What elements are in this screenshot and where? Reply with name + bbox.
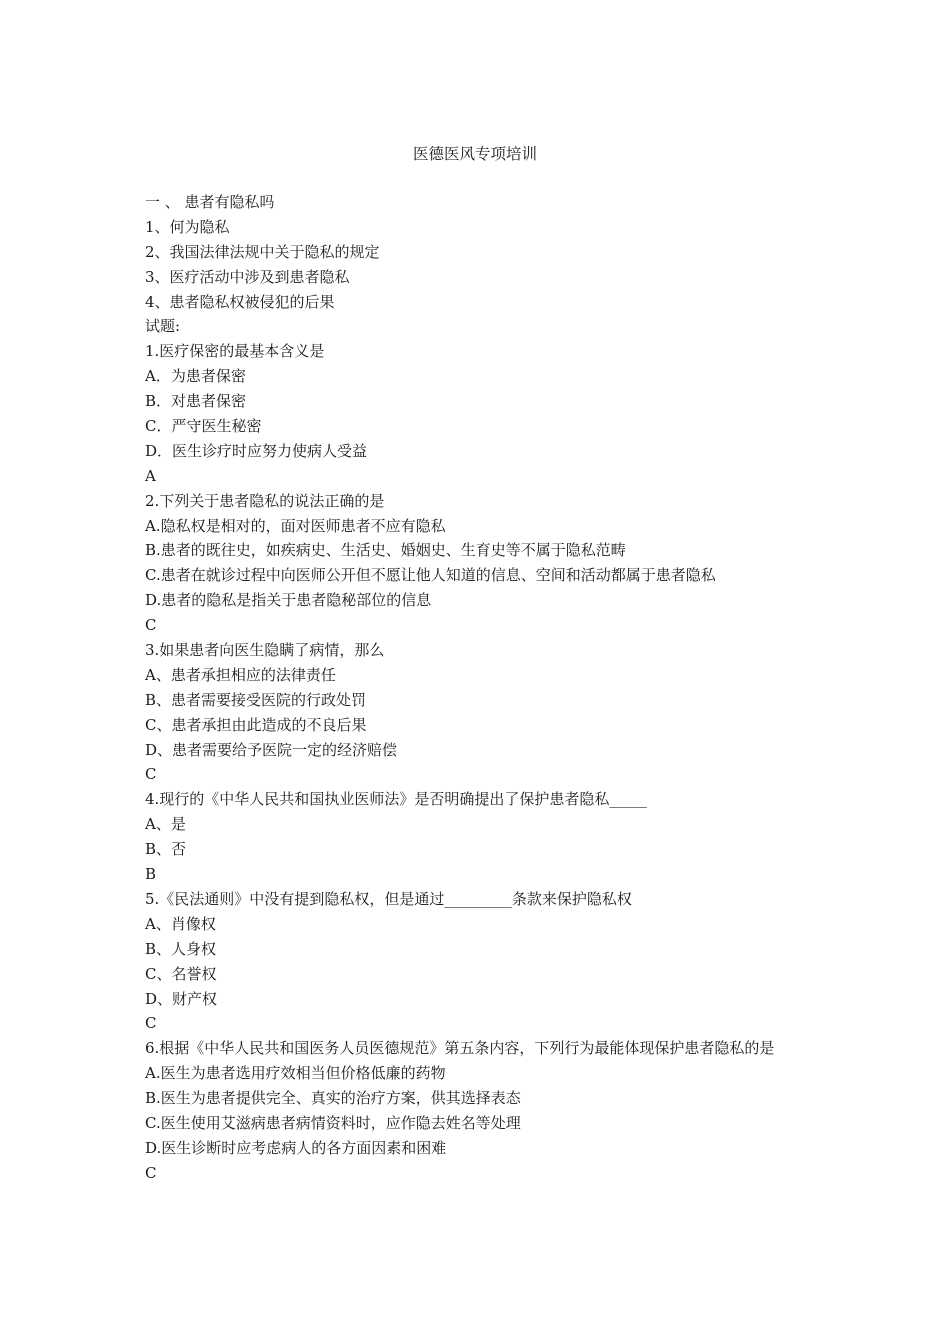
question-answer: C	[145, 1014, 157, 1033]
outline-item: 1、何为隐私	[145, 217, 230, 236]
document-body	[145, 190, 825, 1186]
question-block	[145, 339, 825, 488]
question-option: A.隐私权是相对的，面对医师患者不应有隐私	[145, 516, 446, 535]
question-option: B、否	[145, 840, 187, 859]
question-block	[145, 489, 825, 638]
question-answer: C	[145, 1163, 157, 1182]
question-answer: C	[145, 765, 157, 784]
outline-item: 4、患者隐私权被侵犯的后果	[145, 292, 335, 311]
question-option: B．对患者保密	[145, 392, 247, 411]
question-block	[145, 887, 825, 1036]
document-title: 医德医风专项培训	[412, 145, 537, 163]
question-block	[145, 638, 825, 787]
question-stem: 3.如果患者向医生隐瞒了病情，那么	[145, 641, 385, 660]
question-stem: 6.根据《中华人民共和国医务人员医德规范》第五条内容，下列行为最能体现保护患者隐私的是	[145, 1039, 775, 1058]
question-stem: 5.《民法通则》中没有提到隐私权，但是通过_________条款来保护隐私权	[145, 889, 632, 908]
question-option: C.患者在就诊过程中向医师公开但不愿让他人知道的信息、空间和活动都属于患者隐私	[145, 566, 716, 585]
question-stem: 1.医疗保密的最基本含义是	[145, 342, 325, 361]
question-answer: C	[145, 616, 157, 635]
question-option: A．为患者保密	[145, 367, 246, 386]
question-option: A.医生为患者选用疗效相当但价格低廉的药物	[145, 1064, 446, 1083]
question-option: D、患者需要给予医院一定的经济赔偿	[145, 740, 398, 759]
question-option: A、是	[145, 815, 186, 834]
question-option: A、肖像权	[145, 914, 216, 933]
outline-item: 2、我国法律法规中关于隐私的规定	[145, 242, 380, 261]
question-option: B、患者需要接受医院的行政处罚	[145, 690, 367, 709]
question-option: C、名誉权	[145, 964, 217, 983]
question-option: B.医生为患者提供完全、真实的治疗方案，供其选择表态	[145, 1089, 521, 1108]
question-stem: 2.下列关于患者隐私的说法正确的是	[145, 491, 385, 510]
question-option: A、患者承担相应的法律责任	[145, 665, 336, 684]
question-option: D.医生诊断时应考虑病人的各方面因素和困难	[145, 1138, 447, 1157]
question-option: D、财产权	[145, 989, 218, 1008]
outline-list	[145, 215, 825, 315]
outline-item: 3、医疗活动中涉及到患者隐私	[145, 267, 350, 286]
question-option: C、患者承担由此造成的不良后果	[145, 715, 367, 734]
question-option: B、人身权	[145, 939, 217, 958]
section-heading: 一 、 患者有隐私吗	[145, 193, 275, 211]
question-answer: A	[145, 466, 156, 485]
exam-label: 试题:	[145, 317, 181, 336]
question-block	[145, 787, 825, 887]
question-option: C.医生使用艾滋病患者病情资料时，应作隐去姓名等处理	[145, 1113, 521, 1132]
question-answer: B	[145, 865, 157, 884]
question-stem: 4.现行的《中华人民共和国执业医师法》是否明确提出了保护患者隐私_____	[145, 790, 647, 809]
question-option: C．严守医生秘密	[145, 417, 262, 436]
question-block	[145, 1036, 825, 1185]
question-option: D.患者的隐私是指关于患者隐秘部位的信息	[145, 591, 432, 610]
question-option: D．医生诊疗时应努力使病人受益	[145, 441, 368, 460]
question-option: B.患者的既往史，如疾病史、生活史、婚姻史、生育史等不属于隐私范畴	[145, 541, 626, 560]
